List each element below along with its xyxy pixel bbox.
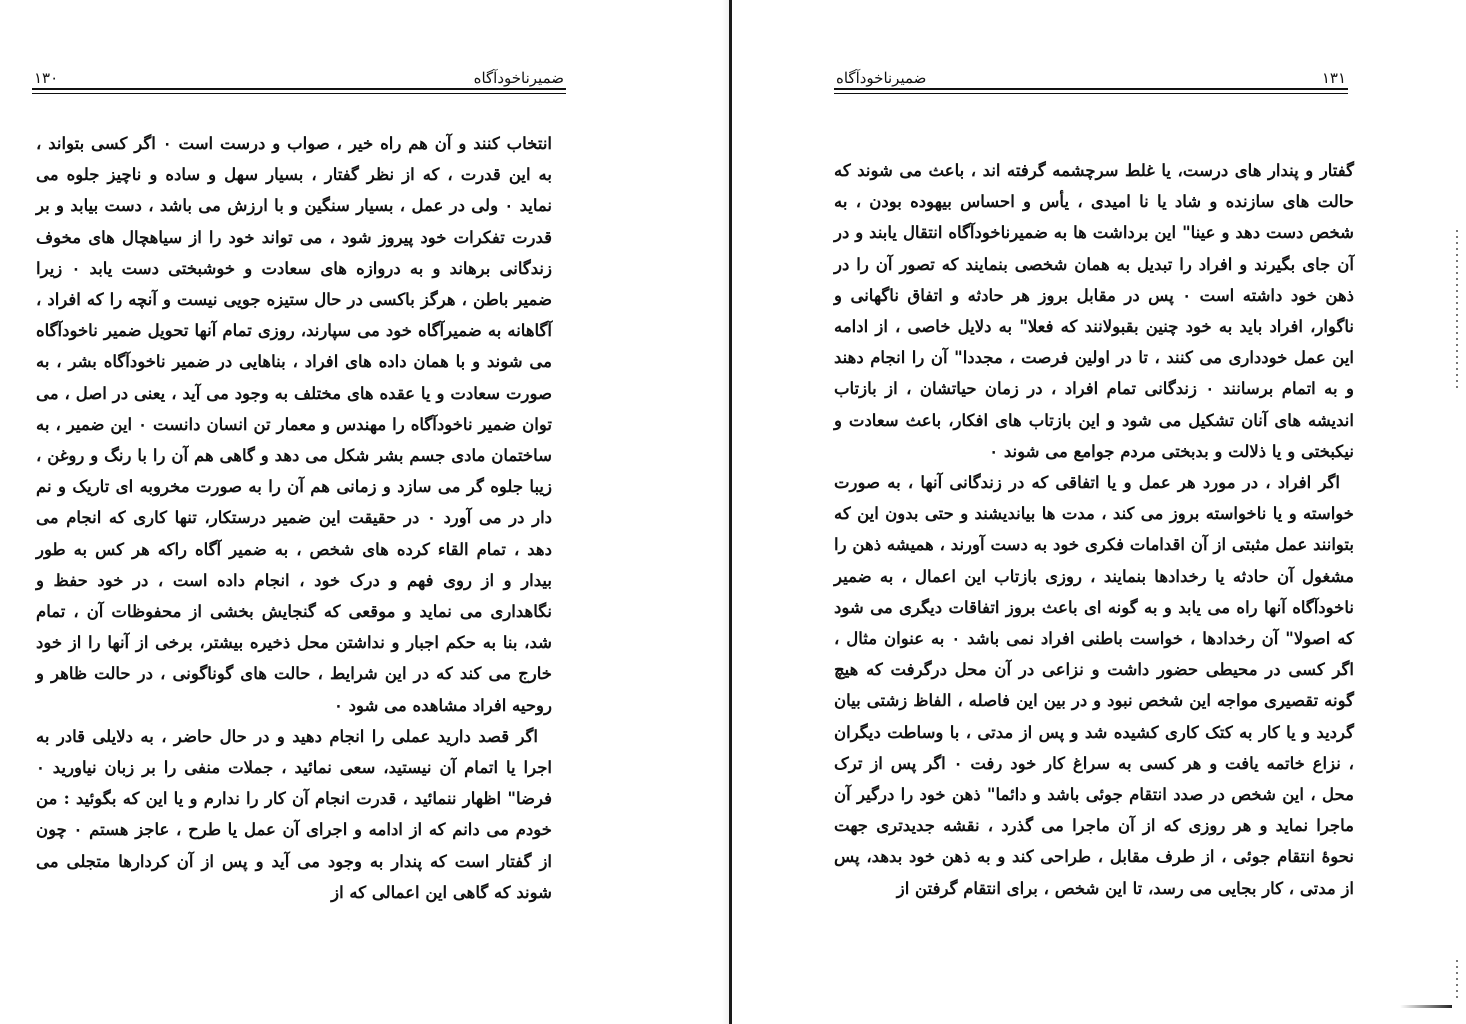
left-page-header	[34, 68, 564, 90]
left-header-rule-thin	[32, 93, 566, 94]
spine-shadow	[722, 0, 729, 1024]
left-paragraph-2: اگر قصد دارید عملی را انجام دهید و در حال حاضر ، به دلایلی قادر به اجرا یا اتمام آن نیستید، سعی نمائید ، جملات منفی را بر زبان نیاورید ۰ فرضا" اظهار ننمائید ، قدرت انجام آن کار را ندارم و یا این که بگوئید : من خودم می دانم که از ادامه و اجرای آن عمل یا طرح ، عاجز هستم ۰ چون از گفتار است که پندار به وجود می آید و پس از آن کردارها متجلی می شوند که گاهی این اعمالی که از	[36, 726, 552, 902]
right-paragraph-1: گفتار و پندار های درست، یا غلط سرچشمه گرفته اند ، باعث می شوند که حالت های سازنده و شاد یا نا امیدی ، یأس و احساس بیهوده بودن ، به شخص دست دهد و عینا" این برداشت ها به ضمیرناخودآگاه انتقال یابند و در آن جای بگیرند و افراد را تبدیل به همان شخصی بنمایند که تصور آن را در ذهن خود داشته است ۰ پس در مقابل بروز هر حادثه و اتفاق ناگهانی و ناگوار، افراد باید به خود چنین بقبولانند که فعلا" به دلایل خاصی ، از ادامه این عمل خودداری می کنند ، تا در اولین فرصت ، مجددا" آن را انجام دهند و به اتمام برسانند ۰ زندگانی تمام افراد ، در زمان حیاتشان ، از بازتاب اندیشه های آنان تشکیل می شود و این بازتاب های افکار، باعث سعادت و نیکبختی و یا ذلالت و بدبختی مردم جوامع می شوند ۰	[834, 161, 1354, 461]
left-body-text	[36, 128, 552, 918]
book-spine	[729, 0, 732, 1024]
scan-bottom-mark	[1400, 1005, 1452, 1008]
left-page-number: ۱۳۰	[34, 69, 59, 87]
scan-edge-mark-lower	[1456, 960, 1458, 1000]
right-body-text	[834, 155, 1354, 935]
right-paragraph-2: اگر افراد ، در مورد هر عمل و یا اتفاقی که در زندگانی آنها ، به صورت خواسته و یا ناخواسته بروز می کند ، مدت ها بیاندیشند و حتی بدون این که بتوانند عمل مثبتی از آن اقدامات فکری خود به دست آورند ، همیشه ذهن را مشغول آن حادثه یا رخدادها بنمایند ، روزی بازتاب این اعمال ، به ضمیر ناخودآگاه آنها راه می یابد و به گونه ای باعث بروز اتفاقات دیگری می شود که اصولا" آن رخدادها ، خواست باطنی افراد نمی باشد ۰ به عنوان مثال ، اگر کسی در محیطی حضور داشت و نزاعی در آن محل درگرفت که هیچ گونه تقصیری مواجه این شخص نبود و در بین این فاصله ، الفاظ زشتی بیان گردید و یا کار به کتک کاری کشیده شد و پس از مدتی ، با وساطت دیگران ، نزاع خاتمه یافت و هر کسی به سراغ کار خود رفت ۰ اگر پس از ترک محل ، این شخص در صدد انتقام جوئی باشد و دائما" ذهن خود را درگیر آن ماجرا نماید و هر روزی که از آن ماجرا می گذرد ، نقشه جدیدتری جهت نحوهٔ انتقام جوئی ، از طرف مقابل ، طراحی کند و به ذهن خود بدهد، پس از مدتی ، کار بجایی می رسد، تا این شخص ، برای انتقام گرفتن از	[834, 473, 1354, 898]
right-header-rule-thin	[834, 93, 1348, 94]
right-header-rule-thick	[834, 88, 1348, 90]
right-page-header	[836, 68, 1346, 90]
left-running-title: ضمیرناخودآگاه	[473, 69, 564, 87]
right-running-title: ضمیرناخودآگاه	[836, 69, 927, 87]
left-paragraph-1: انتخاب کنند و آن هم راه خیر ، صواب و درست است ۰ اگر کسی بتواند ، به این قدرت ، که از نظر گفتار ، بسیار سهل و ساده و ناچیز جلوه می نماید ۰ ولی در عمل ، بسیار سنگین و با ارزش می باشد ، دست بیابد و بر قدرت تفکرات خود پیروز شود ، می تواند خود را از سیاهچال های مخوف زندگانی برهاند و به دروازه های سعادت و خوشبختی دست یابد ۰ زیرا ضمیر باطن ، هرگز باکسی در حال ستیزه جویی نیست و آنچه را که افراد ، آگاهانه به ضمیرآگاه خود می سپارند، روزی تمام آنها تحویل ضمیر ناخودآگاه می شوند و با همان داده های افراد ، بناهایی در ضمیر ناخودآگاه بشر ، به صورت سعادت و یا عقده های مختلف به وجود می آید ، یعنی در اصل ، می توان ضمیر ناخودآگاه را مهندس و معمار تن انسان دانست ۰ این ضمیر ، به ساختمان مادی جسم بشر شکل می دهد و گاهی هم آن را با رنگ و روغن ، زیبا جلوه گر می سازد و زمانی هم آن را به صورت مخروبه ای تاریک و نم دار در می آورد ۰ در حقیقت این ضمیر درستکار، تنها کاری که انجام می دهد ، تمام القاء کرده های شخص ، به ضمیر آگاه راکه هر کس به طور بیدار و از روی فهم و درک خود ، انجام داده است ، در خود حفظ و نگاهداری می نماید و موقعی که گنجایش بخشی از محفوظات آن ، تمام شد، بنا به حکم اجبار و نداشتن محل ذخیره بیشتر، برخی از آنها را از خود خارج می کند که در این شرایط ، حالت های گوناگونی ، در حالت ظاهر و روحیه افراد مشاهده می شود ۰	[36, 134, 553, 715]
left-header-rule-thick	[32, 88, 566, 90]
scan-edge-mark	[1456, 230, 1458, 390]
right-page	[734, 0, 1466, 1024]
right-page-number: ۱۳۱	[1321, 69, 1346, 87]
left-page	[0, 0, 728, 1024]
